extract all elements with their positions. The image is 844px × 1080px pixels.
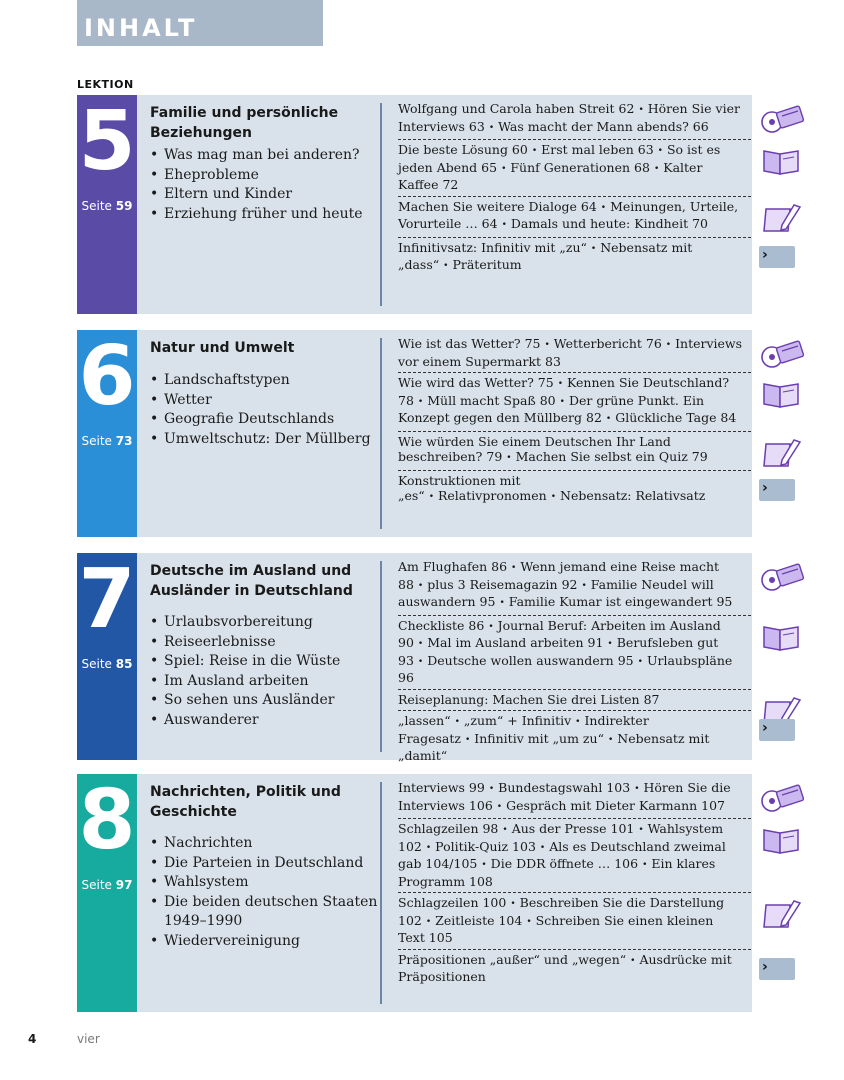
bullet-separator: • (630, 955, 636, 966)
lesson-page-ref[interactable] (77, 434, 137, 448)
topic-item: • Auswanderer (150, 711, 390, 731)
row-entry[interactable]: Erst mal leben 63 (541, 142, 654, 157)
topic-list (150, 146, 390, 224)
bullet-separator: • (488, 122, 495, 133)
bullet-separator: • (417, 580, 424, 591)
divider (380, 782, 382, 1004)
row-entry[interactable]: Infinitiv mit „um zu“ (474, 730, 604, 746)
bullet-separator: • (638, 105, 644, 115)
row-text (398, 618, 743, 686)
row-entry[interactable]: Die beste Lösung 60 (398, 142, 528, 157)
bullet-separator: • (607, 639, 613, 649)
book-reading-icon (760, 825, 806, 855)
bullet-separator: • (499, 598, 505, 608)
chevron-right-icon: › (762, 479, 768, 496)
topic-item: • Eltern und Kinder (150, 185, 390, 205)
row-entry[interactable]: Schlagzeilen 100 (398, 895, 507, 910)
row-text (398, 101, 743, 136)
row-entry[interactable]: Damals und heute: Kindheit 70 (510, 216, 708, 231)
bullet-separator: • (417, 639, 424, 649)
grammar-arrow-icon[interactable] (759, 246, 795, 268)
divider (380, 338, 382, 529)
bullet-separator: • (526, 916, 532, 927)
chevron-right-icon: › (762, 246, 768, 263)
bullet-separator: • (488, 621, 494, 632)
row-hoeren (398, 334, 751, 373)
row-entry[interactable]: „lassen“ (398, 713, 451, 728)
grammar-arrow-icon[interactable] (759, 958, 795, 980)
bullet-separator: • (417, 656, 424, 667)
row-text (398, 559, 743, 612)
row-text (398, 240, 743, 275)
row-entry[interactable]: Aus der Presse 101 (511, 821, 635, 836)
row-text (398, 713, 743, 764)
lesson-block-6 (77, 329, 768, 537)
row-entry[interactable]: Schreiben Sie einen kleinen Text 105 (398, 912, 714, 945)
topic-item: • Eheprobleme (150, 166, 390, 186)
row-entry[interactable]: Wie würden Sie einem Deutschen Ihr Land beschreiben? 79 (398, 433, 671, 464)
bullet-separator: • (454, 717, 460, 727)
row-lesen (398, 616, 751, 690)
bullet-separator: • (511, 563, 517, 573)
topic-item: • Die Parteien in Deutschland (150, 854, 390, 874)
lesson-number-box (77, 95, 137, 314)
lesson-title: Natur und Umwelt (150, 340, 295, 356)
topic-item: • Urlaubsvorbereitung (150, 613, 390, 633)
bullet-separator: • (653, 163, 660, 174)
row-grammatik (398, 238, 768, 278)
lesson-block-5 (77, 94, 768, 314)
row-entry[interactable]: Interviews 99 (398, 780, 485, 795)
bullet-separator: • (590, 243, 597, 254)
lesson-page-ref[interactable] (77, 878, 137, 892)
skill-rows (398, 99, 768, 278)
row-text (398, 434, 743, 467)
bullet-separator: • (634, 784, 640, 794)
row-lesen (398, 373, 751, 432)
skill-rows (398, 557, 768, 767)
row-entry[interactable]: Politik-Quiz 103 (435, 838, 536, 854)
book-reading-icon (760, 146, 806, 176)
row-hoeren (398, 99, 751, 140)
bullet-separator: • (425, 842, 432, 853)
row-text (398, 692, 743, 708)
row-entry[interactable]: Indirekter Fragesatz (398, 713, 649, 746)
row-entry[interactable]: Am Flughafen 86 (398, 559, 508, 574)
row-entry[interactable]: Was macht der Mann abends? 66 (498, 118, 709, 134)
lesson-number-box (77, 553, 137, 760)
row-text (398, 199, 743, 234)
row-entry[interactable]: Wahlsystem 102 (398, 821, 724, 854)
page-ref-label: Seite (81, 878, 112, 892)
row-entry[interactable]: Kennen Sie Deutschland? 78 (398, 375, 730, 408)
bullet-separator: • (600, 202, 607, 213)
lesson-title: Deutsche im Ausland und Ausländer in Deutschland (150, 563, 353, 599)
page-ref-number: 85 (115, 657, 133, 671)
bullet-separator: • (496, 801, 503, 812)
lesson-number: 8 (78, 773, 136, 868)
row-schreiben (398, 893, 751, 950)
book-reading-icon (760, 379, 806, 409)
divider (380, 103, 382, 306)
lesson-number: 5 (78, 94, 136, 189)
row-schreiben (398, 432, 751, 471)
bullet-separator: • (581, 580, 587, 591)
row-text (398, 142, 743, 193)
bullet-separator: • (481, 860, 487, 870)
bullet-separator: • (557, 379, 564, 389)
row-entry[interactable]: Gespräch mit Dieter Karmann 107 (506, 797, 725, 813)
cd-audio-icon (760, 784, 806, 814)
row-grammatik (398, 950, 768, 988)
bullet-separator: • (544, 340, 550, 350)
bullet-separator: • (642, 860, 648, 870)
cd-audio-icon (760, 105, 806, 135)
topic-item: • Im Ausland arbeiten (150, 672, 390, 692)
row-entry[interactable]: Die DDR öffnete … 106 (490, 856, 639, 871)
row-entry[interactable]: Wolfgang und Carola haben Streit 62 (398, 101, 635, 116)
lesson-number-box (77, 330, 137, 537)
pen-writing-icon (760, 438, 806, 468)
lektion-label: LEKTION (77, 78, 134, 91)
row-entry[interactable]: Machen Sie weitere Dialoge 64 (398, 198, 597, 214)
topic-item: • Landschaftstypen (150, 371, 390, 391)
bullet-separator: • (550, 492, 557, 502)
row-entry[interactable]: Ausdrücke mit Präpositionen (398, 951, 732, 984)
bullet-separator: • (502, 825, 508, 835)
row-entry[interactable]: „zum“ + Infinitiv (463, 713, 572, 728)
page-number: 4 (28, 1032, 37, 1046)
page-ref-label: Seite (81, 434, 112, 448)
row-lesen (398, 140, 751, 197)
row-entry[interactable]: Familie Neudel will auswandern 95 (398, 576, 714, 609)
row-text (398, 895, 743, 946)
row-entry[interactable]: Reiseplanung: Machen Sie drei Listen 87 (398, 691, 660, 707)
row-entry[interactable]: Der grüne Punkt. Ein Konzept gegen den Müllberg 82 (398, 392, 704, 425)
grammar-arrow-icon[interactable] (759, 479, 795, 501)
cd-audio-icon (760, 340, 806, 370)
bullet-separator: • (425, 916, 432, 927)
row-grammatik (398, 711, 768, 767)
topic-item: • Spiel: Reise in die Wüste (150, 652, 390, 672)
topic-item: • Wetter (150, 391, 390, 411)
row-entry[interactable]: Konstruktionen mit „es“ (398, 472, 521, 503)
bullet-separator: • (506, 453, 512, 463)
row-text (398, 780, 743, 815)
lesson-page-ref[interactable] (77, 199, 137, 213)
row-entry[interactable]: Zeitleiste 104 (435, 912, 523, 928)
lesson-block-7 (77, 552, 768, 763)
row-entry[interactable]: Interviews vor einem Supermarkt 83 (398, 336, 743, 369)
topic-item: • Wiedervereinigung (150, 932, 390, 952)
topic-item: • Erziehung früher und heute (150, 205, 390, 225)
bullet-separator: • (510, 899, 516, 909)
page-ref-number: 97 (115, 878, 133, 892)
row-entry[interactable]: Präpositionen „außer“ und „wegen“ (398, 951, 627, 967)
row-text (398, 952, 743, 985)
topic-item: • Reiseerlebnisse (150, 633, 390, 653)
row-entry[interactable]: Wie ist das Wetter? 75 (398, 336, 541, 351)
skill-rows (398, 778, 768, 988)
row-entry[interactable]: Hören Sie vier Interviews 63 (398, 101, 740, 134)
row-text (398, 821, 743, 889)
bullet-separator: • (488, 784, 495, 794)
topic-item: • Nachrichten (150, 834, 390, 854)
topic-item: • Geografie Deutschlands (150, 410, 390, 430)
page-word: vier (77, 1032, 100, 1046)
row-entry[interactable]: Wetterbericht 76 (553, 336, 662, 351)
bullet-separator: • (443, 261, 449, 271)
topic-item: • So sehen uns Ausländer (150, 691, 390, 711)
bullet-separator: • (657, 146, 663, 156)
row-entry[interactable]: Bundestagswahl 103 (498, 780, 631, 795)
row-entry[interactable]: Hören Sie die Interviews 106 (398, 780, 731, 813)
row-text (398, 473, 743, 506)
row-entry[interactable]: Meinungen, Urteile, Vorurteile … 64 (398, 198, 739, 231)
page-title: INHALT (84, 14, 198, 42)
row-schreiben (398, 197, 751, 238)
bullet-separator: • (638, 825, 644, 835)
lesson-title: Familie und persönliche Beziehungen (150, 105, 339, 141)
row-entry[interactable]: Schlagzeilen 98 (398, 821, 499, 836)
row-entry[interactable]: Beschreiben Sie die Darstellung 102 (398, 895, 725, 928)
row-entry[interactable]: So ist es jeden Abend 65 (398, 142, 721, 175)
grammar-arrow-icon[interactable] (759, 719, 795, 741)
row-entry[interactable]: Ein klares Programm 108 (398, 856, 716, 889)
pen-writing-icon (760, 203, 806, 233)
bullet-separator: • (501, 163, 507, 174)
page-ref-number: 59 (115, 199, 133, 213)
row-entry[interactable]: Wenn jemand eine Reise macht 88 (398, 559, 720, 592)
bullet-separator: • (637, 656, 643, 667)
row-entry[interactable]: Als es Deutschland zweimal gab 104/105 (398, 838, 726, 871)
topic-list (150, 371, 390, 449)
bullet-separator: • (559, 396, 565, 407)
bullet-separator: • (531, 146, 538, 156)
page-ref-label: Seite (81, 657, 112, 671)
bullet-separator: • (417, 396, 424, 407)
chevron-right-icon: › (762, 720, 768, 736)
row-entry[interactable]: Nebensatz mit „damit“ (398, 730, 710, 763)
lesson-number: 7 (78, 552, 136, 647)
row-entry[interactable]: Nebensatz: Relativsatz (560, 488, 706, 503)
page-ref-label: Seite (81, 199, 112, 213)
bullet-separator: • (539, 842, 546, 853)
row-lesen (398, 819, 751, 893)
row-entry[interactable]: Präteritum (452, 257, 522, 272)
bullet-separator: • (501, 220, 507, 230)
topic-item: • Umweltschutz: Der Müllberg (150, 430, 390, 450)
page-ref-number: 73 (115, 434, 133, 448)
row-entry[interactable]: Machen Sie selbst ein Quiz 79 (515, 449, 708, 464)
bullet-separator: • (665, 340, 672, 350)
skill-rows (398, 334, 768, 509)
book-reading-icon (760, 622, 806, 652)
row-schreiben (398, 690, 751, 712)
topic-item: • Was mag man bei anderen? (150, 146, 390, 166)
row-entry[interactable]: Familie Kumar ist eingewandert 95 (508, 594, 733, 609)
topic-item: • Wahlsystem (150, 873, 390, 893)
bullet-separator: • (428, 492, 434, 502)
row-entry[interactable]: Deutsche wollen auswandern 95 (427, 652, 634, 668)
pen-writing-icon (760, 899, 806, 929)
row-text (398, 336, 743, 369)
row-entry[interactable]: Relativpronomen (438, 488, 547, 503)
row-entry[interactable]: Infinitivsatz: Infinitiv mit „zu“ (398, 239, 587, 255)
row-entry[interactable]: Glückliche Tage 84 (615, 410, 737, 425)
row-entry[interactable]: Nebensatz mit „dass“ (398, 239, 693, 272)
bullet-separator: • (575, 717, 581, 727)
chevron-right-icon: › (762, 958, 768, 975)
lesson-number: 6 (78, 329, 136, 424)
row-entry[interactable]: Checkliste 86 (398, 617, 485, 633)
lesson-title: Nachrichten, Politik und Geschichte (150, 784, 341, 820)
row-hoeren (398, 778, 751, 819)
row-hoeren (398, 557, 751, 616)
row-entry[interactable]: Wie wird das Wetter? 75 (398, 375, 554, 390)
lesson-number-box (77, 774, 137, 1012)
cd-audio-icon (760, 563, 806, 593)
bullet-separator: • (464, 734, 471, 745)
topic-item: • Die beiden deutschen Staaten 1949–1990 (150, 893, 390, 932)
lesson-page-ref[interactable] (77, 657, 137, 671)
divider (380, 561, 382, 752)
bullet-separator: • (605, 414, 612, 424)
row-grammatik (398, 471, 768, 509)
topic-list (150, 834, 390, 952)
row-entry[interactable]: plus 3 Reisemagazin 92 (427, 576, 578, 592)
lesson-block-8 (77, 773, 768, 1012)
row-entry[interactable]: Berufsleben gut 93 (398, 635, 719, 668)
row-entry[interactable]: Journal Beruf: Arbeiten im Ausland 90 (398, 617, 721, 650)
topic-list (150, 613, 390, 731)
row-entry[interactable]: Kalter Kaffee 72 (398, 159, 703, 192)
row-entry[interactable]: Mal im Ausland arbeiten 91 (427, 635, 604, 650)
row-entry[interactable]: Urlaubspläne 96 (398, 652, 733, 685)
bullet-separator: • (607, 734, 614, 745)
row-text (398, 375, 743, 428)
row-entry[interactable]: Müll macht Spaß 80 (427, 392, 556, 408)
row-entry[interactable]: Fünf Generationen 68 (510, 159, 650, 175)
